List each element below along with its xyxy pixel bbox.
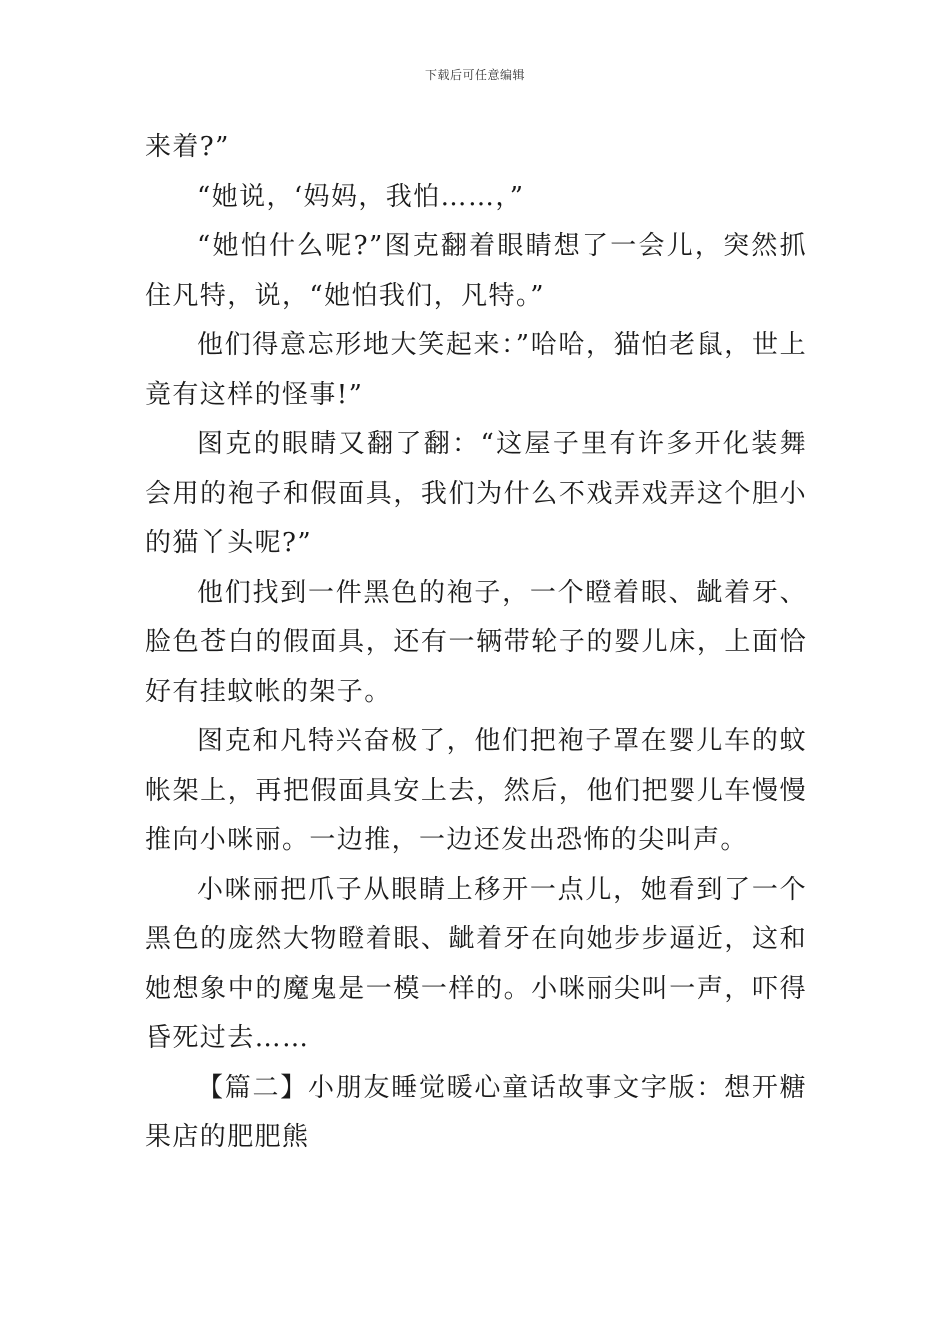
- document-body: [145, 123, 807, 1163]
- paragraph: 他们得意忘形地大笑起来：”哈哈，猫怕老鼠，世上竟有这样的怪事!”: [145, 330, 807, 410]
- section-heading-paragraph: 【篇二】小朋友睡觉暖心童话故事文字版：想开糖果店的肥肥熊: [145, 1072, 807, 1152]
- paragraph: “她怕什么呢?”图克翻着眼睛想了一会儿，突然抓住凡特，说，“她怕我们，凡特。”: [145, 231, 807, 311]
- paragraph: 他们找到一件黑色的袍子，一个瞪着眼、龇着牙、脸色苍白的假面具，还有一辆带轮子的婴儿床，上面恰好有挂蚊帐的架子。: [145, 577, 807, 707]
- paragraph: “她说，‘妈妈，我怕……，”: [197, 181, 525, 212]
- paragraph: 图克和凡特兴奋极了，他们把袍子罩在婴儿车的蚊帐架上，再把假面具安上去，然后，他们把婴儿车慢慢推向小咪丽。一边推，一边还发出恐怖的尖叫声。: [145, 726, 807, 855]
- paragraph: 来着?”: [145, 132, 230, 162]
- paragraph: 小咪丽把爪子从眼睛上移开一点儿，她看到了一个黑色的庞然大物瞪着眼、龇着牙在向她步步逼近，这和她想象中的魔鬼是一模一样的。小咪丽尖叫一声，吓得昏死过去……: [145, 874, 807, 1053]
- paragraph: 图克的眼睛又翻了翻：“这屋子里有许多开化装舞会用的袍子和假面具，我们为什么不戏弄戏弄这个胆小的猫丫头呢?”: [145, 429, 807, 558]
- page-header: 下载后可任意编辑: [424, 68, 525, 82]
